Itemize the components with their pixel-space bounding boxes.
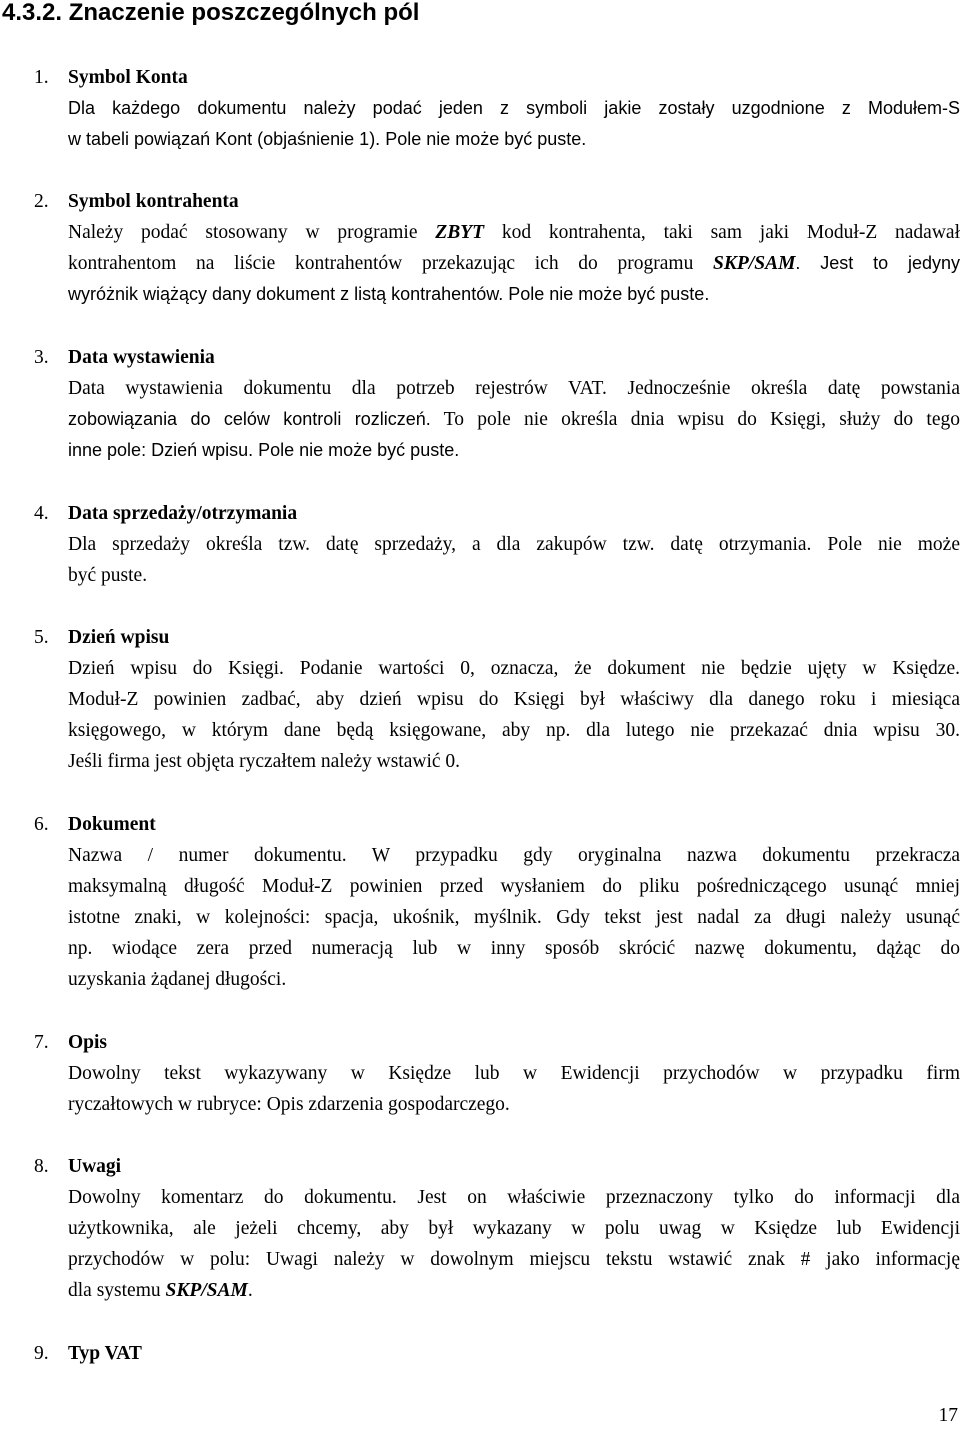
field-item-symbol-kontrahenta xyxy=(0,186,960,310)
description-line: Jeśli firma jest objęta ryczałtem należy wstawić 0. xyxy=(68,751,461,772)
item-title: Data wystawienia xyxy=(68,347,215,368)
description-line: kontrahentom na liście kontrahentów przekazując ich do programu SKP/SAM. Jest to jedyny xyxy=(68,253,960,274)
page-number: 17 xyxy=(938,1405,958,1426)
item-number: 4. xyxy=(34,503,49,524)
item-number: 3. xyxy=(34,347,49,368)
description-line: Dowolny tekst wykazywany w Księdze lub w Ewidencji przychodów w przypadku firm xyxy=(68,1063,960,1084)
description-line: Należy podać stosowany w programie ZBYT kod kontrahenta, taki sam jaki Moduł-Z nadawał xyxy=(68,222,960,243)
item-description xyxy=(68,217,960,310)
field-item-typ-vat xyxy=(0,1338,960,1369)
description-line: Data wystawienia dokumentu dla potrzeb rejestrów VAT. Jednocześnie określa datę powstania xyxy=(68,378,960,399)
description-line: Nazwa / numer dokumentu. W przypadku gdy oryginalna nazwa dokumentu przekracza xyxy=(68,845,960,866)
description-line: użytkownika, ale jeżeli chcemy, aby był wykazany w polu uwag w Księdze lub Ewidencji xyxy=(68,1218,960,1239)
program-name-skp-sam: SKP/SAM xyxy=(165,1280,248,1301)
description-line: Dzień wpisu do Księgi. Podanie wartości 0, oznacza, że dokument nie będzie ujęty w Księdze. xyxy=(68,658,960,679)
description-line: zobowiązania do celów kontroli rozliczeń. To pole nie określa dnia wpisu do Księgi, służy do tego xyxy=(68,409,960,430)
program-name-zbyt: ZBYT xyxy=(435,222,485,243)
item-title: Symbol Konta xyxy=(68,67,188,88)
field-item-data-wystawienia xyxy=(0,342,960,466)
field-item-dzien-wpisu xyxy=(0,622,960,777)
description-line: Moduł-Z powinien zadbać, aby dzień wpisu do Księgi był właściwy dla danego roku i miesiąca xyxy=(68,689,960,710)
description-line: Dla każdego dokumentu należy podać jeden z symboli jakie zostały uzgodnione z Modułem-S xyxy=(68,98,960,118)
item-number: 1. xyxy=(34,67,49,88)
item-description xyxy=(68,529,960,591)
item-title: Dzień wpisu xyxy=(68,627,170,648)
item-title: Data sprzedaży/otrzymania xyxy=(68,503,298,524)
field-item-dokument xyxy=(0,809,960,995)
field-item-uwagi xyxy=(0,1151,960,1306)
item-number: 2. xyxy=(34,191,49,212)
program-name-skp-sam: SKP/SAM xyxy=(713,253,796,274)
item-number: 6. xyxy=(34,814,49,835)
item-number: 7. xyxy=(34,1032,49,1053)
item-description xyxy=(68,1182,960,1306)
description-line: w tabeli powiązań Kont (objaśnienie 1). Pole nie może być puste. xyxy=(68,129,587,149)
item-title: Uwagi xyxy=(68,1156,122,1177)
field-item-data-sprzedazy xyxy=(0,498,960,591)
item-description xyxy=(68,373,960,466)
description-line: np. wiodące zera przed numeracją lub w inny sposób skrócić nazwę dokumentu, dążąc do xyxy=(68,938,960,959)
item-title: Symbol kontrahenta xyxy=(68,191,239,212)
item-number: 9. xyxy=(34,1343,49,1364)
description-line: przychodów w polu: Uwagi należy w dowolnym miejscu tekstu wstawić znak # jako informację xyxy=(68,1249,960,1270)
item-description xyxy=(68,840,960,995)
field-item-symbol-konta xyxy=(0,62,960,155)
description-line: ryczałtowych w rubryce: Opis zdarzenia gospodarczego. xyxy=(68,1094,510,1115)
item-number: 5. xyxy=(34,627,49,648)
description-line: wyróżnik wiążący dany dokument z listą kontrahentów. Pole nie może być puste. xyxy=(68,284,710,304)
description-line: księgowego, w którym dane będą księgowane, aby np. dla lutego nie przekazać dnia wpisu 30. xyxy=(68,720,960,741)
section-heading: 4.3.2. Znaczenie poszczególnych pól xyxy=(2,0,420,26)
description-line: być puste. xyxy=(68,565,148,586)
item-number: 8. xyxy=(34,1156,49,1177)
description-line: Dla sprzedaży określa tzw. datę sprzedaży, a dla zakupów tzw. datę otrzymania. Pole nie może xyxy=(68,534,960,555)
description-line: uzyskania żądanej długości. xyxy=(68,969,287,990)
item-title: Opis xyxy=(68,1032,108,1053)
description-line: inne pole: Dzień wpisu. Pole nie może być puste. xyxy=(68,440,460,460)
description-line: dla systemu SKP/SAM. xyxy=(68,1280,253,1301)
item-title: Typ VAT xyxy=(68,1343,142,1364)
item-description xyxy=(68,93,960,155)
item-title: Dokument xyxy=(68,814,156,835)
field-item-opis xyxy=(0,1027,960,1120)
description-line: Dowolny komentarz do dokumentu. Jest on właściwie przeznaczony tylko do informacji dla xyxy=(68,1187,960,1208)
description-line: istotne znaki, w kolejności: spacja, ukośnik, myślnik. Gdy tekst jest nadal za długi należy usunąć xyxy=(68,907,960,928)
item-description xyxy=(68,1058,960,1120)
description-line: maksymalną długość Moduł-Z powinien przed wysłaniem do pliku pośredniczącego usunąć mniej xyxy=(68,876,960,897)
item-description xyxy=(68,653,960,777)
